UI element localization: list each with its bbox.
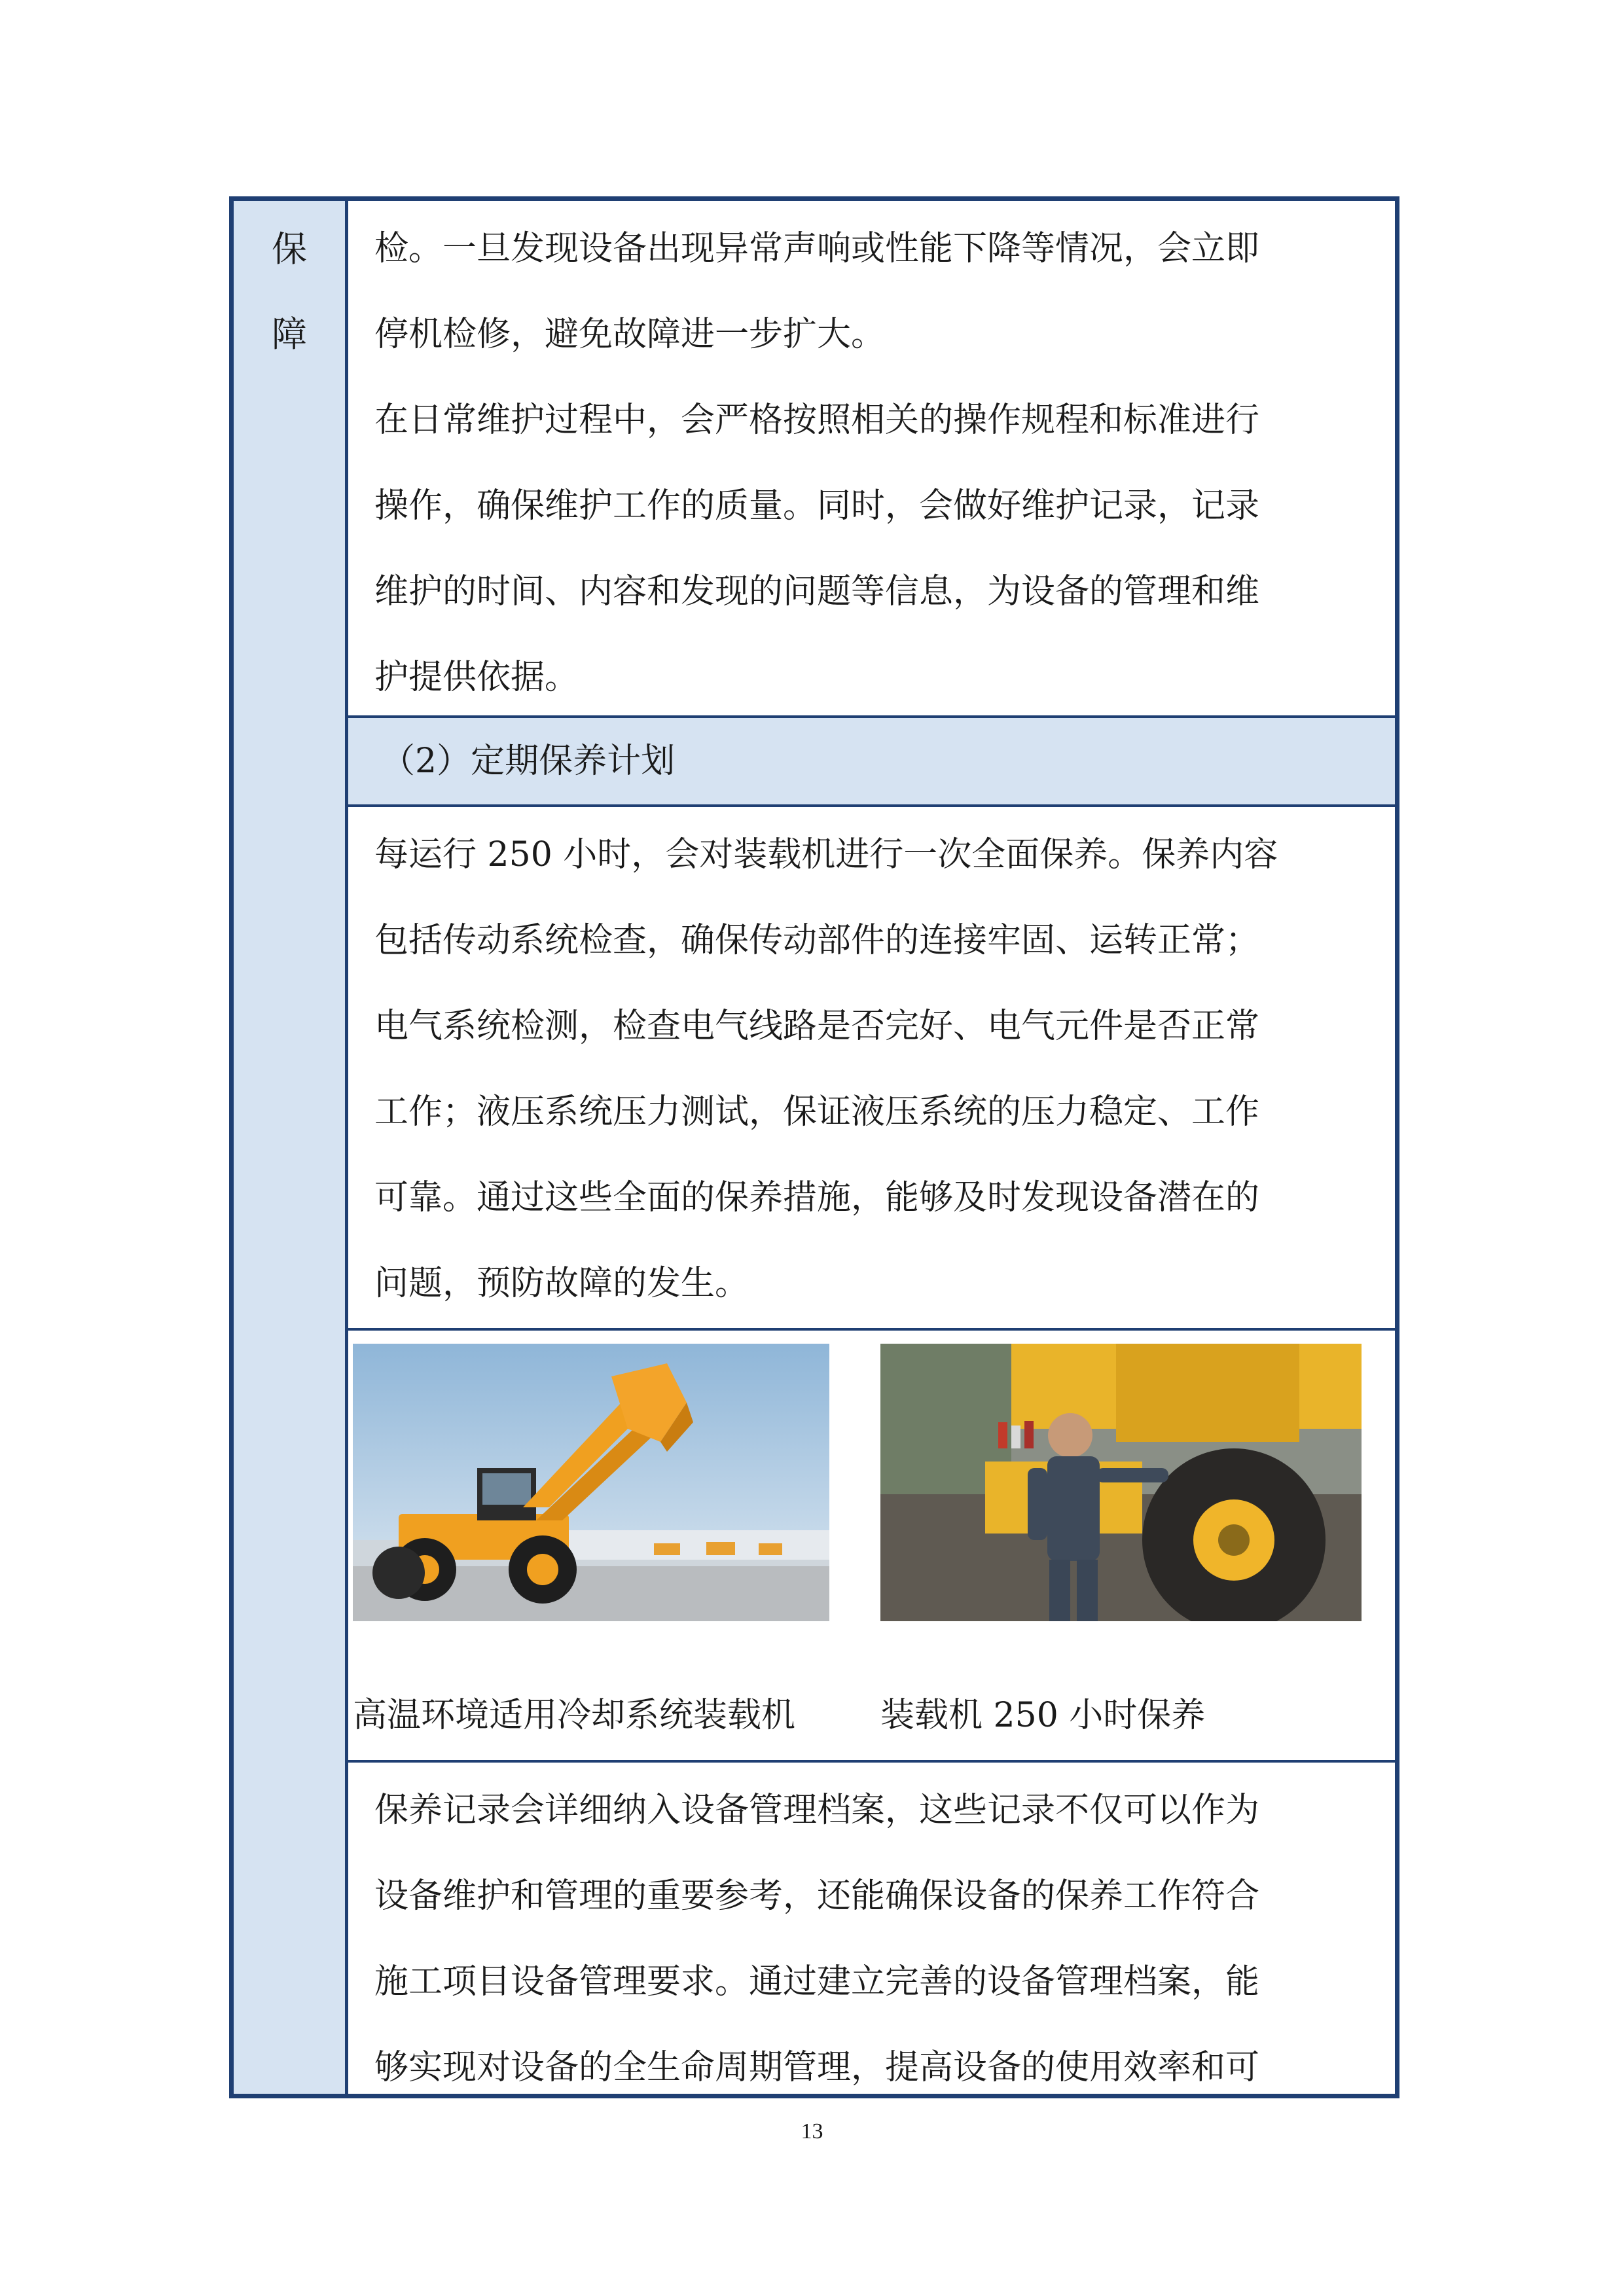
- sidebar-char-1: 保: [272, 228, 307, 270]
- section-records-text: [348, 1763, 1395, 2094]
- paragraph-line: 在日常维护过程中，会严格按照相关的操作规程和标准进行: [374, 401, 1260, 440]
- sidebar-char-2: 障: [272, 314, 307, 355]
- paragraph-line: 检。一旦发现设备出现异常声响或性能下降等情况，会立即: [374, 229, 1260, 268]
- paragraph-line: 保养记录会详细纳入设备管理档案，这些记录不仅可以作为: [374, 1791, 1260, 1830]
- paragraph-line: 电气系统检测，检查电气线路是否完好、电气元件是否正常: [374, 1007, 1260, 1046]
- sidebar-column: [234, 201, 348, 2094]
- paragraph-line: 维护的时间、内容和发现的问题等信息，为设备的管理和维: [374, 572, 1260, 611]
- subheading: （2）定期保养计划: [381, 742, 676, 781]
- section-maintenance-text: [348, 201, 1395, 718]
- paragraph-line: 工作；液压系统压力测试，保证液压系统的压力稳定、工作: [374, 1092, 1260, 1132]
- photo-caption-1: 高温环境适用冷却系统装载机: [353, 1696, 796, 1735]
- paragraph-line: 可靠。通过这些全面的保养措施，能够及时发现设备潜在的: [374, 1178, 1260, 1217]
- section-schedule-text: [348, 807, 1395, 1331]
- paragraph-line: 每运行 250 小时，会对装载机进行一次全面保养。保养内容: [374, 835, 1278, 874]
- photo-caption-2: 装载机 250 小时保养: [880, 1696, 1206, 1735]
- maintenance-illustration: [880, 1344, 1362, 1621]
- maintenance-photo: [880, 1344, 1362, 1621]
- paragraph-line: 护提供依据。: [374, 658, 579, 697]
- loader-photo: [353, 1344, 829, 1621]
- paragraph-line: 够实现对设备的全生命周期管理，提高设备的使用效率和可: [374, 2048, 1260, 2087]
- paragraph-line: 问题，预防故障的发生。: [374, 1264, 749, 1303]
- photos-row: [348, 1331, 1395, 1763]
- page-number: 13: [801, 2119, 823, 2144]
- paragraph-line: 包括传动系统检查，确保传动部件的连接牢固、运转正常；: [374, 921, 1260, 960]
- subheading-row: [348, 718, 1395, 807]
- loader-illustration: [353, 1344, 829, 1621]
- paragraph-line: 施工项目设备管理要求。通过建立完善的设备管理档案，能: [374, 1962, 1260, 2001]
- content-table: [229, 196, 1399, 2098]
- content-column: [348, 201, 1395, 2094]
- paragraph-line: 操作，确保维护工作的质量。同时，会做好维护记录，记录: [374, 486, 1260, 526]
- paragraph-line: 设备维护和管理的重要参考，还能确保设备的保养工作符合: [374, 1876, 1260, 1916]
- paragraph-line: 停机检修，避免故障进一步扩大。: [374, 315, 886, 354]
